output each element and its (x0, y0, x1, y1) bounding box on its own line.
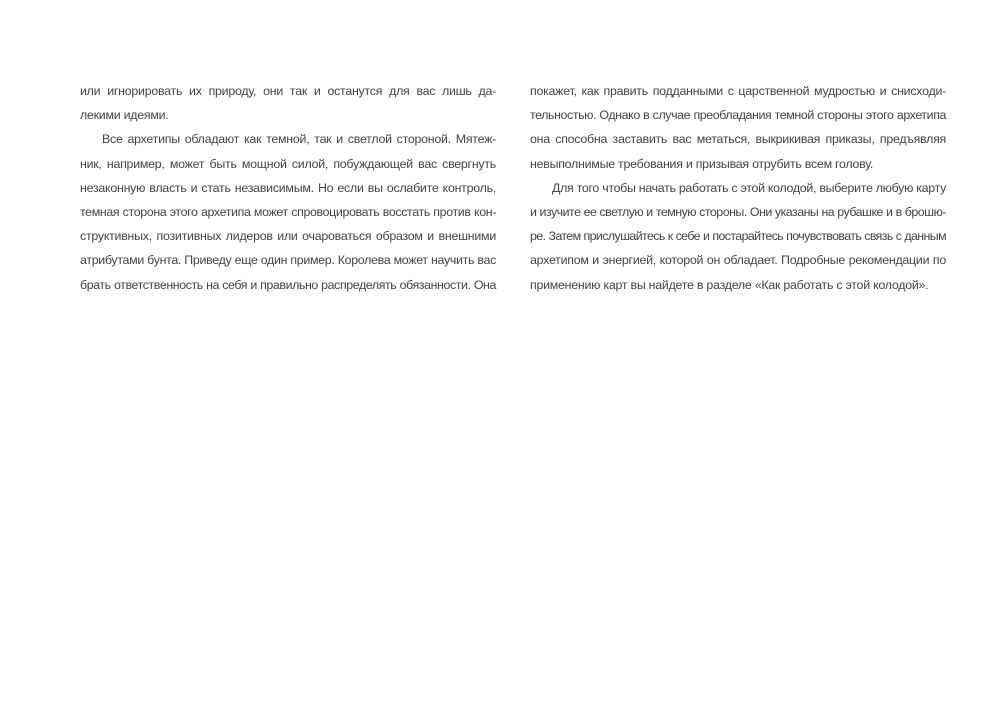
text-line: ник, например, может быть мощной силой, побуждающей вас свергнуть (80, 156, 496, 171)
text-line: лекими идеями. (80, 108, 169, 123)
text-line: Все архетипы обладают как темной, так и светлой стороной. Мятеж- (102, 132, 496, 147)
text-line: она способна заставить вас метаться, выкрикивая приказы, предъявляя (530, 132, 946, 147)
text-line: покажет, как править подданными с царственной мудростью и снисходи- (530, 84, 946, 98)
text-line: незаконную власть и стать независимым. Но если вы ослабите контроль, (80, 180, 496, 195)
text-line: архетипом и энергией, которой он обладает. Подробные рекомендации по (530, 253, 946, 268)
text-line: атрибутами бунта. Приведу еще один пример. Королева может научить вас (80, 253, 496, 268)
text-line: невыполнимые требования и призывая отрубить всем голову. (530, 156, 874, 171)
right-text-column (530, 79, 946, 297)
text-line: или игнорировать их природу, они так и останутся для вас лишь да- (80, 84, 496, 98)
text-line: ре. Затем прислушайтесь к себе и постарайтесь почувствовать связь с данным (530, 229, 946, 244)
text-line: применению карт вы найдете в разделе «Как работать с этой колодой». (530, 277, 929, 292)
text-line: темная сторона этого архетипа может спровоцировать восстать против кон- (80, 204, 496, 219)
text-line: Для того чтобы начать работать с этой колодой, выберите любую карту (552, 180, 946, 195)
text-line: структивных, позитивных лидеров или очароваться образом и внешними (80, 229, 496, 244)
text-line: брать ответственность на себя и правильно распределять обязанности. Она (80, 277, 496, 292)
text-line: и изучите ее светлую и темную стороны. Они указаны на рубашке и в брошю- (530, 204, 946, 219)
left-text-column (80, 79, 496, 297)
text-line: тельностью. Однако в случае преобладания темной стороны этого архетипа (530, 108, 946, 123)
